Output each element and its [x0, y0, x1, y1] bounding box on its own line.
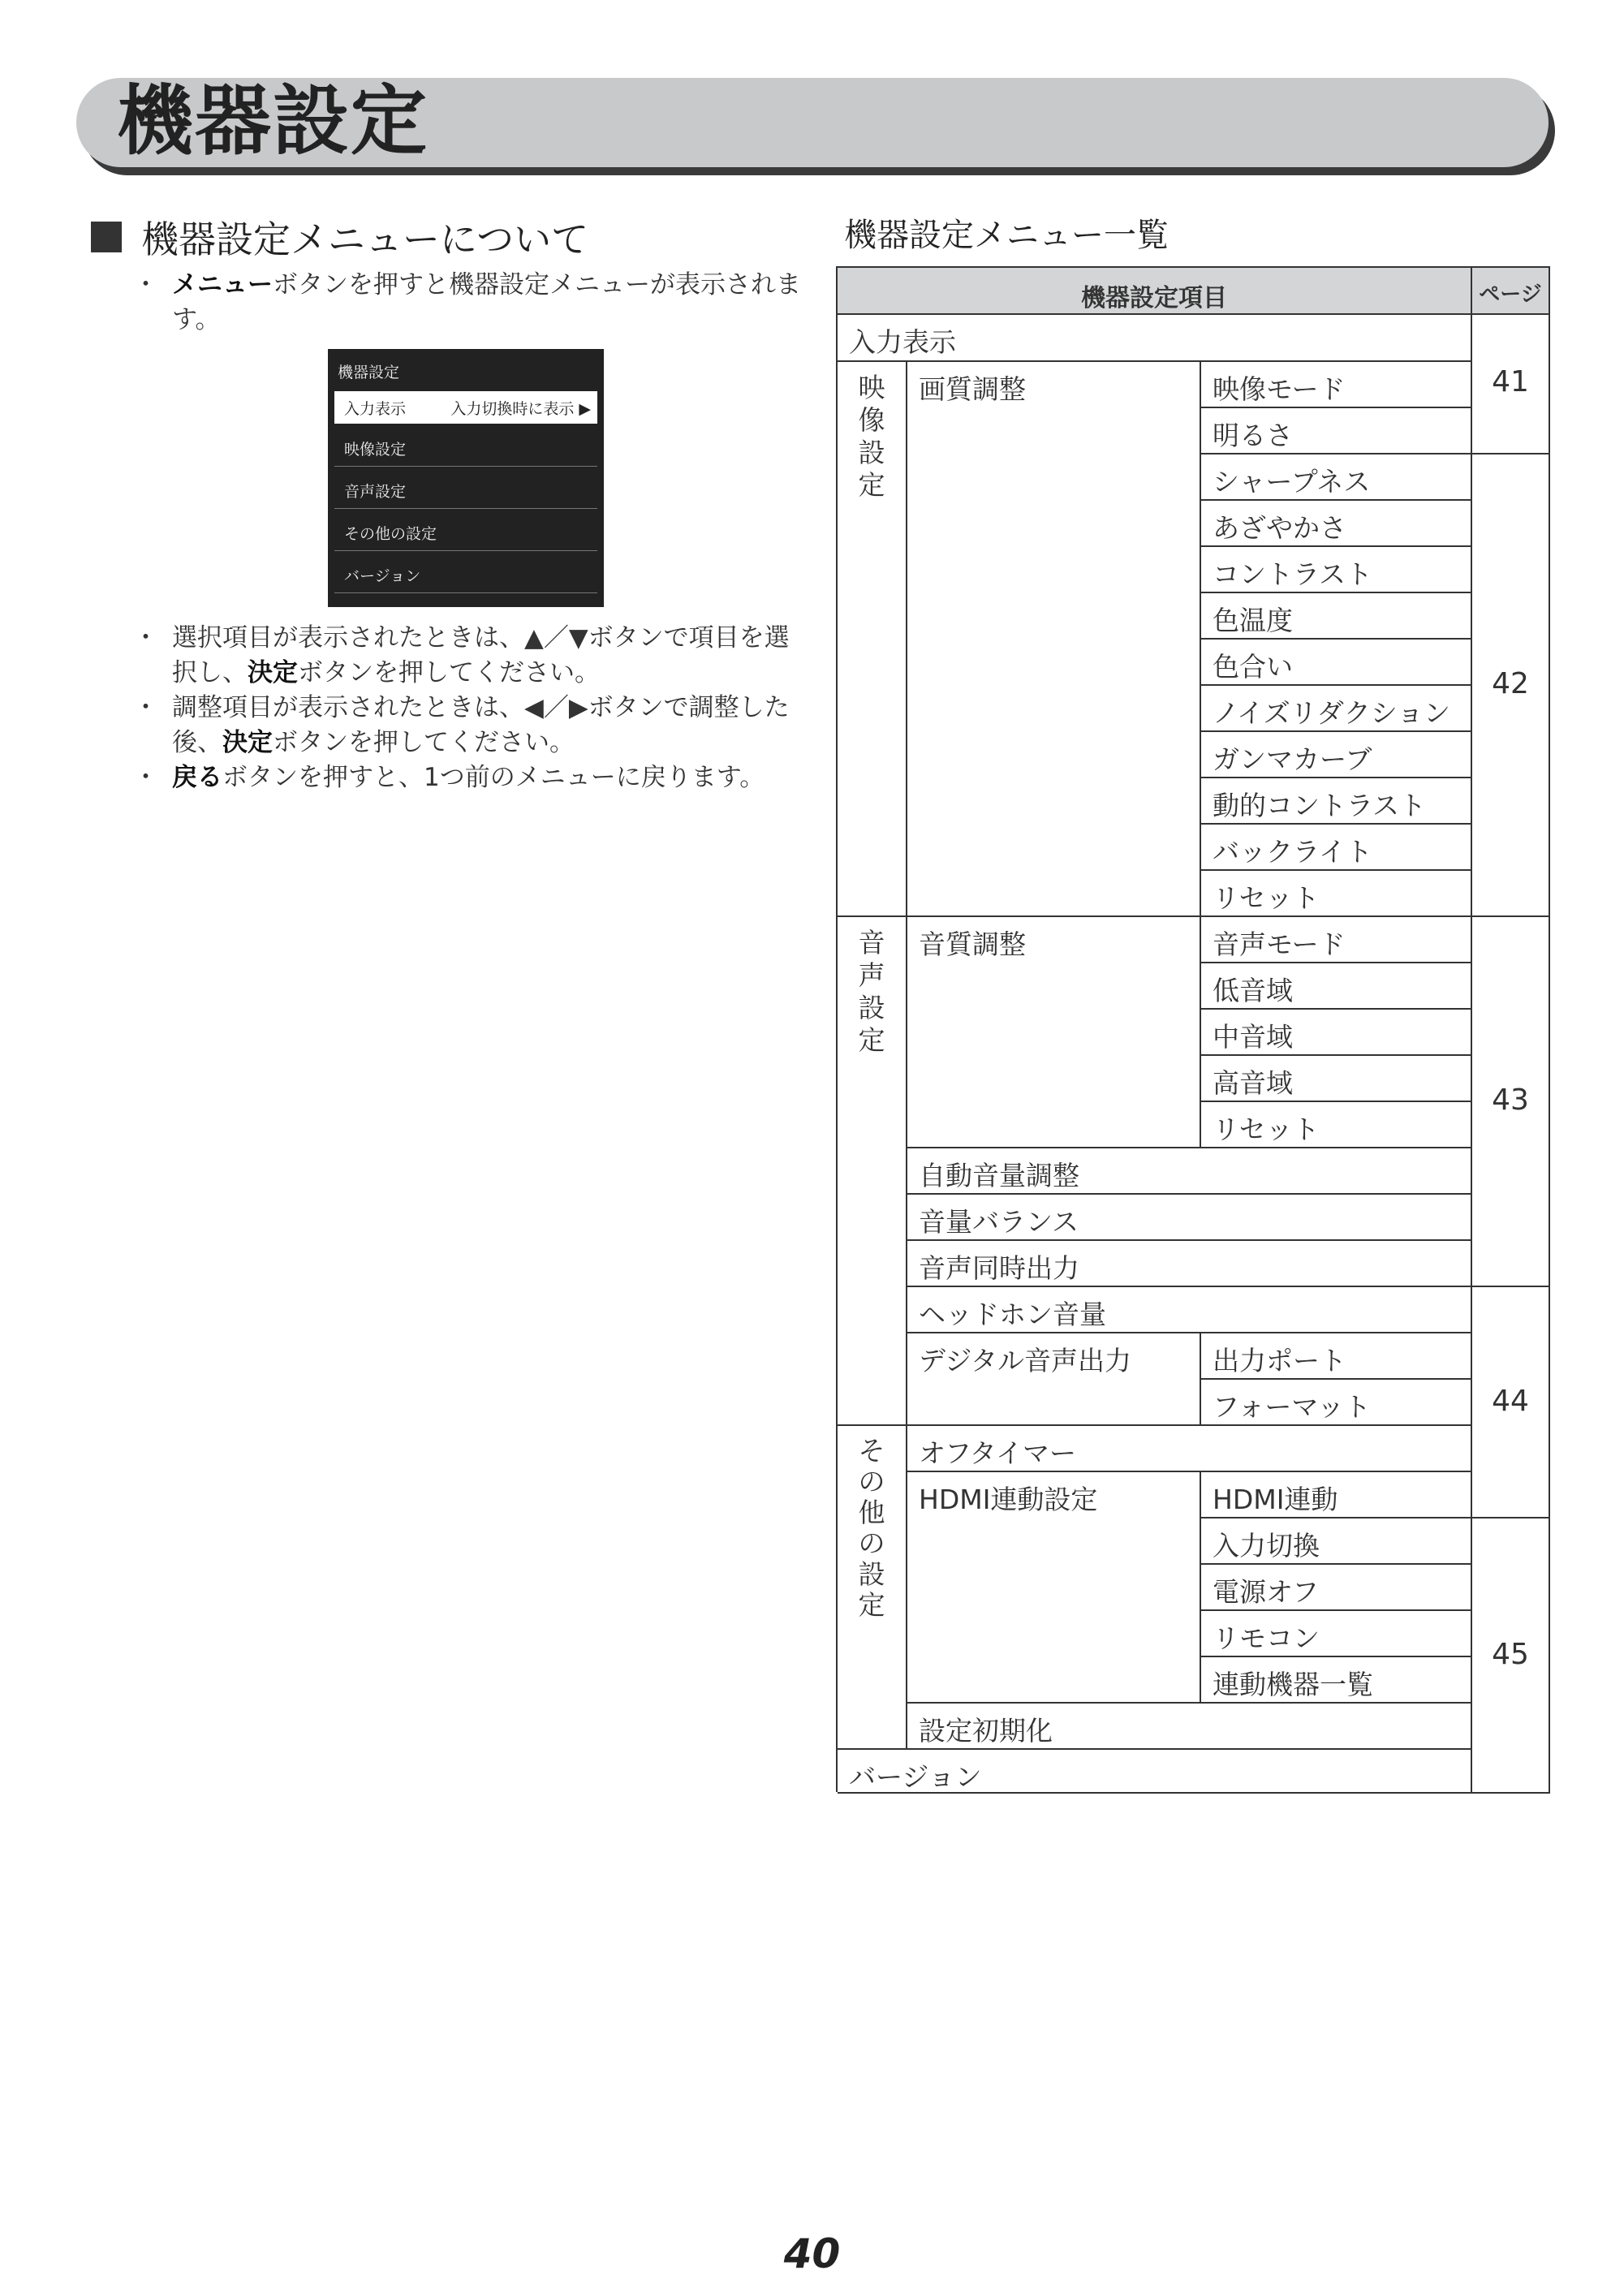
- cell-text: 自動音量調整: [919, 1160, 1079, 1191]
- table-cell: [1201, 1472, 1472, 1518]
- table-row: [838, 315, 1472, 362]
- cell-text: 高音域: [1213, 1067, 1293, 1099]
- cell-text: HDMI連動設定: [919, 1484, 1098, 1515]
- table-cell: [1201, 547, 1472, 593]
- cell-text: 動的コントラスト: [1213, 790, 1427, 821]
- table-row: [907, 1148, 1472, 1195]
- note-bullet: [144, 760, 810, 795]
- section-heading-text: 機器設定メニューについて: [141, 218, 589, 261]
- table-cell: [1201, 501, 1472, 547]
- group-text: 音声設定: [858, 927, 885, 1056]
- note-bullet: [144, 621, 810, 691]
- page-cell: [1472, 1287, 1550, 1518]
- screen-item-input: [334, 391, 597, 424]
- screen-item-label: 映像設定: [344, 440, 407, 459]
- table-cell: [907, 1333, 1201, 1426]
- cell-text: 電源オフ: [1213, 1576, 1320, 1608]
- table-header-page: [1472, 268, 1550, 315]
- cell-text: ノイズリダクション: [1213, 697, 1451, 729]
- screen-item-audio: [334, 472, 597, 509]
- table-cell: [1201, 686, 1472, 732]
- cell-text: 色合い: [1213, 651, 1293, 683]
- cell-text: リセット: [1213, 882, 1320, 914]
- group-text: その他の設定: [858, 1435, 885, 1621]
- cell-text: 色温度: [1213, 605, 1293, 636]
- page-cell: [1472, 917, 1550, 1287]
- table-cell: [907, 917, 1201, 1148]
- screen-item-label: その他の設定: [344, 524, 437, 543]
- note-text: ボタンを押すと、1つ前のメニューに戻ります。: [222, 763, 765, 792]
- note-text: ボタンを押してください。: [298, 658, 600, 687]
- table-cell: [1201, 1056, 1472, 1102]
- cell-text: 明るさ: [1213, 420, 1293, 451]
- group-video: [838, 362, 907, 917]
- cell-text: 低音域: [1213, 975, 1293, 1006]
- cell-text: あざやかさ: [1213, 512, 1346, 544]
- table-cell: [1201, 1010, 1472, 1056]
- cell-text: 入力表示: [849, 326, 956, 358]
- cell-text: リモコン: [1213, 1622, 1320, 1654]
- page-cell: [1472, 1518, 1550, 1794]
- page-text: 44: [1492, 1385, 1529, 1418]
- table-row: [907, 1426, 1472, 1472]
- note-text: 調整項目が表示されたときは、◀／▶ボタンで調整した後、: [172, 693, 790, 757]
- table-cell: [1201, 963, 1472, 1010]
- header-text: ページ: [1479, 282, 1542, 307]
- screen-item-label: 音声設定: [344, 482, 407, 501]
- cell-text: ヘッドホン音量: [919, 1299, 1106, 1330]
- page-text: 43: [1492, 1083, 1529, 1117]
- table-cell: [907, 1472, 1201, 1704]
- page-title-bar: [76, 78, 1549, 167]
- table-cell: [1201, 1611, 1472, 1657]
- note-bullets: [144, 621, 810, 795]
- table-cell: [1201, 1333, 1472, 1380]
- intro-bold: メニュー: [172, 270, 273, 299]
- page-text: 45: [1492, 1638, 1529, 1671]
- cell-text: バックライト: [1213, 836, 1373, 868]
- group-audio: [838, 917, 907, 1426]
- cell-text: HDMI連動: [1213, 1484, 1338, 1515]
- cell-text: リセット: [1213, 1114, 1320, 1145]
- screen-item-value: 入力切換時に表示 ▶: [450, 399, 591, 418]
- cell-text: 映像モード: [1213, 373, 1346, 405]
- cell-text: オフタイマー: [919, 1437, 1077, 1469]
- note-bullet: [144, 691, 810, 760]
- cell-text: 音量バランス: [919, 1206, 1079, 1238]
- cell-text: バージョン: [849, 1761, 982, 1793]
- screen-title: 機器設定: [338, 364, 400, 381]
- square-bullet-icon: [91, 222, 122, 252]
- table-cell: [1201, 362, 1472, 408]
- screen-item-label: バージョン: [344, 566, 421, 585]
- screen-item-other: [334, 515, 597, 551]
- cell-text: 音声モード: [1213, 928, 1346, 960]
- intro-text: ボタンを押すと機器設定メニューが表示されます。: [172, 270, 801, 334]
- screen-item-video: [334, 430, 597, 467]
- group-text: 映像設定: [858, 372, 885, 501]
- cell-text: コントラスト: [1213, 558, 1373, 590]
- intro-bullets: [144, 268, 810, 338]
- table-row: [907, 1195, 1472, 1241]
- cell-text: 中音域: [1213, 1021, 1293, 1053]
- table-cell: [1201, 917, 1472, 963]
- note-text: ボタンを押してください。: [273, 728, 575, 757]
- table-cell: [1201, 871, 1472, 917]
- note-text: 選択項目が表示されたときは、▲／▼ボタンで項目を選択し、: [172, 623, 790, 687]
- screen-item-label: 入力表示: [344, 399, 407, 418]
- menu-list-table: [836, 266, 1550, 1792]
- cell-text: 音質調整: [919, 928, 1026, 960]
- cell-text: 画質調整: [919, 373, 1026, 405]
- cell-text: デジタル音声出力: [919, 1345, 1132, 1376]
- cell-text: フォーマット: [1213, 1391, 1372, 1423]
- screen-item-version: [334, 557, 597, 593]
- menu-list-title: 機器設定メニュー一覧: [844, 217, 1169, 254]
- table-cell: [1201, 1657, 1472, 1704]
- table-row: [907, 1241, 1472, 1287]
- table-cell: [1201, 454, 1472, 501]
- intro-bullet: [144, 268, 810, 338]
- table-cell: [1201, 593, 1472, 640]
- cell-text: ガンマカーブ: [1213, 743, 1372, 775]
- table-cell: [1201, 1518, 1472, 1565]
- cell-text: シャープネス: [1213, 466, 1371, 498]
- table-cell: [907, 362, 1201, 917]
- cell-text: 入力切換: [1213, 1530, 1320, 1562]
- table-row: [907, 1287, 1472, 1333]
- cell-text: 音声同時出力: [919, 1252, 1079, 1284]
- header-text: 機器設定項目: [1081, 284, 1227, 312]
- table-cell: [1201, 778, 1472, 825]
- table-cell: [1201, 1565, 1472, 1611]
- table-row: [838, 1750, 1472, 1794]
- cell-text: 出力ポート: [1213, 1345, 1346, 1376]
- note-bold: 決定: [222, 728, 273, 757]
- page-cell: [1472, 454, 1550, 917]
- cell-text: 設定初期化: [919, 1715, 1053, 1747]
- page-number: 40: [783, 2230, 841, 2277]
- group-other: [838, 1426, 907, 1750]
- table-cell: [1201, 1102, 1472, 1148]
- page-text: 42: [1492, 667, 1529, 700]
- table-cell: [1201, 408, 1472, 454]
- note-bold: 決定: [248, 658, 298, 687]
- cell-text: 連動機器一覧: [1213, 1669, 1373, 1700]
- table-cell: [1201, 825, 1472, 871]
- table-row: [907, 1704, 1472, 1750]
- table-cell: [1201, 1380, 1472, 1426]
- table-header-item: [838, 268, 1472, 315]
- section-heading: [91, 213, 588, 261]
- page-title: 機器設定: [117, 77, 429, 166]
- menu-screen-illustration: [328, 349, 604, 607]
- table-cell: [1201, 640, 1472, 686]
- note-bold: 戻る: [172, 763, 222, 792]
- page-cell: [1472, 315, 1550, 454]
- table-cell: [1201, 732, 1472, 778]
- page-text: 41: [1492, 365, 1529, 398]
